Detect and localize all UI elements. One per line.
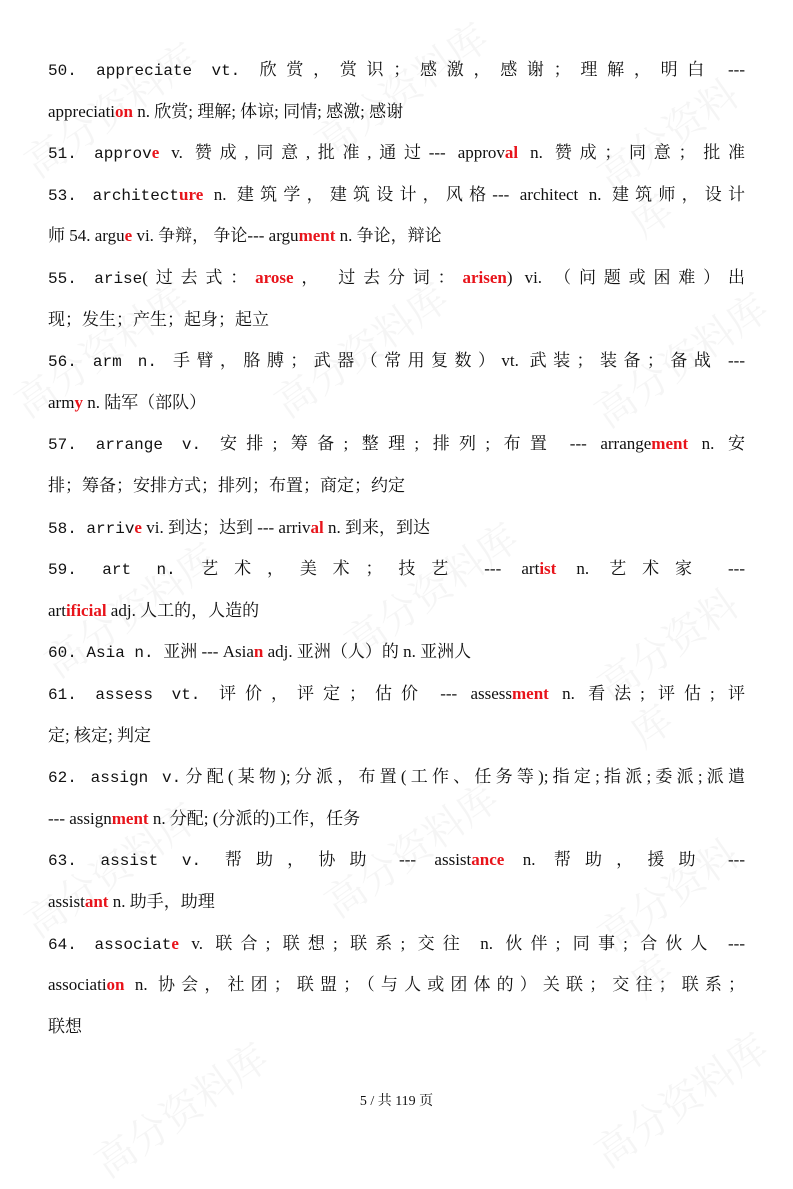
highlighted-suffix: n (253, 642, 264, 662)
text-line (48, 932, 745, 956)
highlighted-suffix: e (134, 517, 142, 537)
text-segment: n. 陆军（部队） (82, 392, 207, 412)
text-segment: 亚洲 --- Asia (163, 642, 254, 662)
text-line (48, 141, 745, 165)
text-segment: 63. assist v. (48, 852, 225, 871)
text-segment: 61. assess vt. (48, 686, 220, 704)
text-segment: 62. assign v. (48, 769, 182, 788)
highlighted-suffix: e (124, 226, 133, 246)
text-line (48, 474, 745, 498)
text-segment: n. 争论，辩论 (335, 226, 442, 246)
highlighted-suffix: on (115, 101, 133, 121)
highlighted-suffix: ificial (65, 600, 107, 620)
text-segment: 艺术，美术；技艺 --- art (201, 559, 540, 579)
highlighted-suffix: e (151, 143, 160, 163)
text-segment: associati (48, 975, 107, 995)
text-segment: art (48, 600, 66, 620)
text-segment: 64. associat (48, 935, 172, 954)
text-segment: adj. 亚洲（人）的 n. 亚洲人 (263, 642, 472, 662)
text-segment: n. 分配; (分派的)工作，任务 (148, 808, 361, 828)
text-segment: 56. arm n. (48, 353, 173, 372)
highlighted-suffix: ance (471, 850, 505, 870)
text-line (48, 724, 745, 748)
text-line (48, 266, 745, 290)
text-segment: v. 联合; 联想; 联系; 交往 n. 伙伴; 同事; 合伙人 --- (178, 933, 745, 953)
text-segment: arm (48, 392, 75, 412)
text-line (48, 432, 745, 456)
text-line (48, 58, 745, 82)
text-line (48, 557, 745, 581)
text-line (48, 807, 745, 831)
text-segment: vi. 到达；达到 --- arriv (141, 517, 311, 537)
highlighted-suffix: ant (84, 892, 109, 911)
text-segment: 师 54. argu (48, 226, 125, 246)
text-segment: 55. arise (48, 270, 143, 288)
text-line (48, 224, 745, 248)
highlighted-suffix: arose (255, 268, 294, 287)
highlighted-suffix: arisen (462, 268, 507, 287)
highlighted-suffix: ment (651, 434, 689, 454)
highlighted-suffix: ment (298, 226, 336, 246)
text-line (48, 890, 745, 914)
text-segment: appreciati (48, 101, 116, 121)
text-segment: 定; 核定; 判定 (48, 725, 151, 745)
text-segment: 53. architect (48, 186, 180, 205)
text-segment: n. 安 (688, 434, 745, 454)
text-segment: (过去式： (142, 268, 256, 287)
text-line (48, 391, 745, 415)
highlighted-suffix: ure (179, 184, 204, 204)
text-segment: 联想 (48, 1016, 82, 1036)
highlighted-suffix: ist (539, 559, 557, 579)
highlighted-suffix: e (171, 933, 179, 953)
text-segment: 欣赏，赏识；感激，感谢；理解，明白 --- (259, 60, 745, 79)
page-footer: 5 / 共 119 页 (359, 1094, 434, 1109)
text-segment: --- assign (48, 808, 112, 828)
highlighted-suffix: al (310, 517, 324, 537)
text-segment: vi. 争辩， 争论--- argu (132, 226, 299, 246)
highlighted-suffix: al (504, 143, 519, 163)
text-line (48, 100, 745, 124)
text-line (48, 349, 745, 373)
text-line (48, 308, 745, 332)
highlighted-suffix: y (74, 392, 83, 412)
text-segment: 手臂，胳膊；武器（常用复数）vt. 武装；装备；备战 --- (173, 351, 745, 371)
text-segment: n. 助手，助理 (108, 892, 215, 911)
text-segment: n. 艺术家 --- (556, 559, 745, 579)
text-segment: ) vi. （问题或困难）出 (506, 268, 745, 287)
text-segment: 59. art n. (48, 561, 202, 580)
text-line (48, 682, 745, 706)
highlighted-suffix: on (106, 975, 125, 995)
highlighted-suffix: ment (111, 808, 149, 828)
text-segment: 评价，评定；估价 --- assess (219, 684, 513, 703)
text-line (48, 765, 745, 789)
text-segment: n. 帮助，援助 --- (504, 850, 745, 870)
text-segment: 60. Asia n. (48, 644, 164, 663)
text-segment: v. 赞成,同意,批准,通过--- approv (159, 143, 505, 163)
text-segment: n. 到来，到达 (323, 517, 431, 537)
text-line (48, 1015, 745, 1039)
text-segment: 51. approv (48, 145, 152, 164)
text-segment: n. 赞成；同意；批准 (518, 143, 745, 163)
text-segment: 50. appreciate vt. (48, 62, 260, 80)
text-segment: adj. 人工的，人造的 (106, 600, 260, 620)
text-segment: 现；发生；产生；起身；起立 (48, 309, 269, 329)
text-segment: 分配(某物);分派，布置(工作、任务等);指定;指派;委派;派遣 (181, 767, 745, 787)
text-line (48, 599, 745, 623)
text-segment: 安排; 筹备; 整理; 排列; 布置 --- arrange (219, 434, 652, 454)
text-segment: n. 欣赏; 理解; 体谅; 同情; 感激; 感谢 (132, 101, 404, 121)
text-segment: 排；筹备；安排方式；排列；布置；商定；约定 (48, 476, 405, 495)
text-line (48, 848, 745, 872)
text-line (48, 516, 745, 540)
text-line (48, 640, 745, 664)
text-segment: 58. arriv (48, 519, 135, 538)
text-segment: n. 建筑学，建筑设计，风格--- architect n. 建筑师，设计 (203, 184, 745, 204)
highlighted-suffix: ment (512, 684, 549, 703)
text-segment: n. 看法; 评估; 评 (548, 684, 745, 703)
text-segment: assist (48, 892, 85, 911)
text-segment: n. 协会，社团；联盟；（与人或团体的）关联；交往；联系； (124, 975, 745, 995)
text-segment: 帮助，协助 --- assist (224, 850, 472, 870)
text-segment: ， 过去分词： (293, 268, 463, 287)
text-line (48, 183, 745, 207)
text-segment: 57. arrange v. (48, 436, 220, 455)
text-line (48, 973, 745, 997)
